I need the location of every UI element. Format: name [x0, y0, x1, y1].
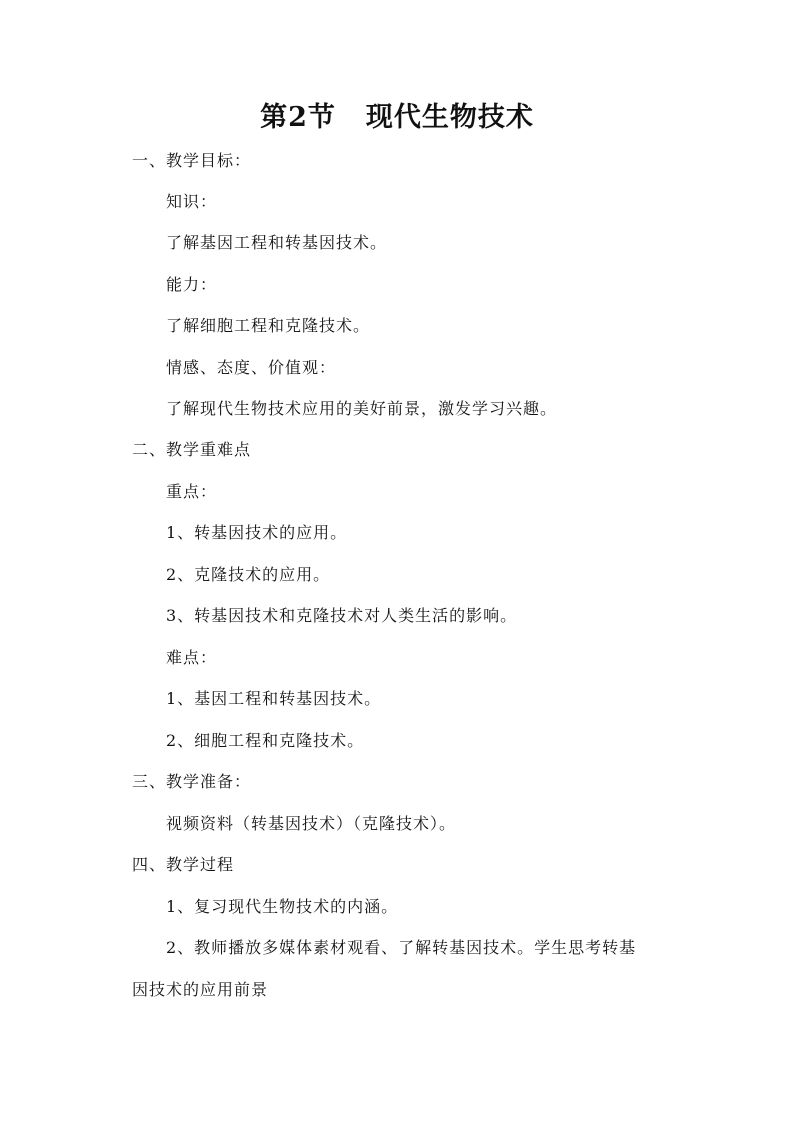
text-preparation: 视频资料（转基因技术）（克隆技术）。	[166, 814, 457, 833]
heading-key-points: 二、教学重难点	[132, 440, 252, 459]
heading-objectives: 一、教学目标：	[132, 151, 252, 170]
heading-process: 四、教学过程	[132, 855, 235, 874]
label-key-points: 重点：	[166, 482, 218, 501]
label-attitude: 情感、态度、价值观：	[166, 358, 337, 377]
text-knowledge: 了解基因工程和转基因技术。	[166, 233, 388, 252]
difficult-point-item: 1、基因工程和转基因技术。	[166, 689, 382, 708]
label-knowledge: 知识：	[166, 192, 218, 211]
process-step: 2、教师播放多媒体素材观看、了解转基因技术。学生思考转基	[166, 938, 637, 957]
process-step: 1、复习现代生物技术的内涵。	[166, 897, 399, 916]
heading-preparation: 三、教学准备：	[132, 772, 252, 791]
label-difficult-points: 难点：	[166, 648, 218, 667]
section-number: 第2节	[260, 102, 336, 133]
label-ability: 能力：	[166, 275, 218, 294]
difficult-point-item: 2、细胞工程和克隆技术。	[166, 731, 365, 750]
text-attitude: 了解现代生物技术应用的美好前景，激发学习兴趣。	[166, 399, 558, 418]
text-ability: 了解细胞工程和克隆技术。	[166, 316, 371, 335]
key-point-item: 1、转基因技术的应用。	[166, 523, 348, 542]
key-point-item: 2、克隆技术的应用。	[166, 565, 331, 584]
section-name: 现代生物技术	[365, 102, 534, 133]
process-step-continued: 因技术的应用前景	[132, 980, 269, 999]
document-title	[0, 100, 794, 136]
key-point-item: 3、转基因技术和克隆技术对人类生活的影响。	[166, 606, 518, 625]
